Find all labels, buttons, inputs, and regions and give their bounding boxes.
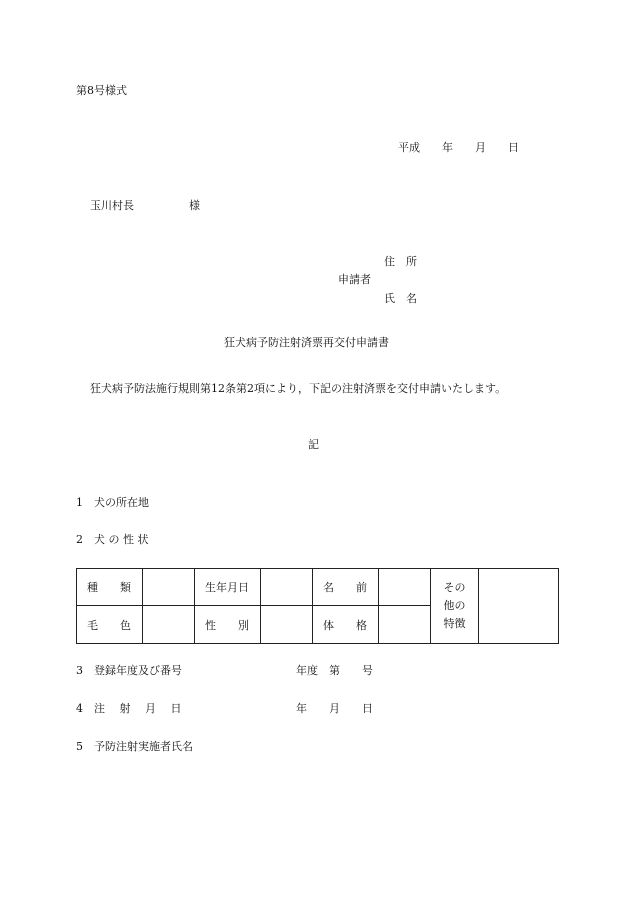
item-1-location: 1 犬の所在地 xyxy=(76,496,149,509)
ki-heading: 記 xyxy=(308,438,319,451)
birthdate-value-cell xyxy=(261,569,313,606)
sex-value-cell xyxy=(261,606,313,644)
birthdate-label: 生年月日 xyxy=(195,569,261,606)
item-4-injection-date-value: 年 月 日 xyxy=(296,702,373,715)
item-3-registration-value: 年度 第 号 xyxy=(296,664,373,677)
item-5-administrator-name: 5 予防注射実施者氏名 xyxy=(76,740,193,753)
sex-label: 性 別 xyxy=(195,606,261,644)
dog-name-label: 名 前 xyxy=(313,569,379,606)
addressee: 玉川村長 様 xyxy=(90,199,200,212)
fur-color-value-cell xyxy=(143,606,195,644)
other-features-label xyxy=(431,569,479,644)
breed-value-cell xyxy=(143,569,195,606)
build-value-cell xyxy=(379,606,431,644)
dog-name-value-cell xyxy=(379,569,431,606)
breed-label: 種 類 xyxy=(77,569,143,606)
document-title: 狂犬病予防注射済票再交付申請書 xyxy=(224,336,389,349)
other-features-line-2: 他の xyxy=(443,599,466,612)
other-features-value-cell xyxy=(479,569,559,644)
build-label: 体 格 xyxy=(313,606,379,644)
item-3-registration-label: 3 登録年度及び番号 xyxy=(76,664,182,677)
form-number: 第8号様式 xyxy=(76,84,127,97)
applicant-name-label: 氏 名 xyxy=(384,292,417,305)
date-line: 平成 年 月 日 xyxy=(398,141,519,154)
item-2-characteristics: 2 犬 の 性 状 xyxy=(76,533,149,546)
dog-characteristics-table xyxy=(76,568,559,644)
fur-color-label: 毛 色 xyxy=(77,606,143,644)
applicant-address-label: 住 所 xyxy=(384,255,417,268)
other-features-line-3: 特徴 xyxy=(443,617,466,630)
intro-text: 狂犬病予防法施行規則第12条第2項により，下記の注射済票を交付申請いたします。 xyxy=(90,382,507,395)
other-features-line-1: その xyxy=(443,581,466,594)
applicant-label: 申請者 xyxy=(338,273,371,286)
item-4-injection-date-label: 4 注 射 月 日 xyxy=(76,702,182,715)
